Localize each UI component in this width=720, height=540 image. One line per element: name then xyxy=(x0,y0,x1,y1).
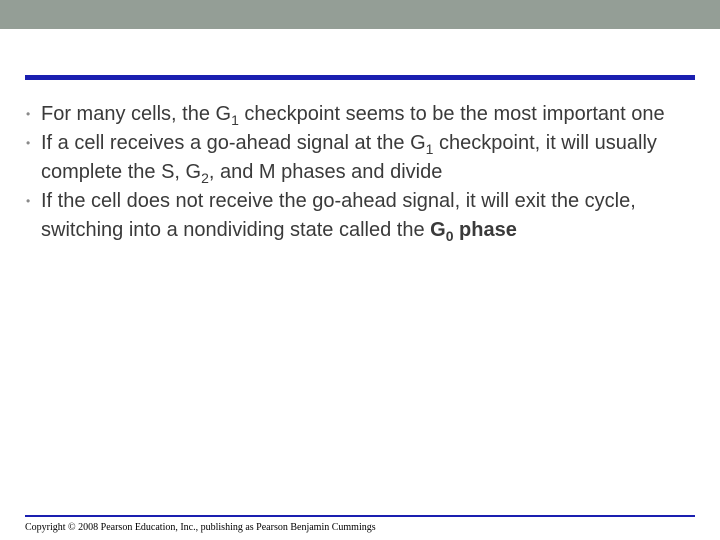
header-bar xyxy=(0,0,720,29)
bullet-item xyxy=(24,129,694,187)
subscript-text: 0 xyxy=(445,228,454,244)
bullet-list xyxy=(24,100,694,245)
bullet-text: checkpoint seems to be the most important one xyxy=(238,103,665,125)
bullet-text: phase xyxy=(453,219,517,241)
bullet-marker: • xyxy=(26,194,31,208)
bullet-item xyxy=(24,187,694,245)
subscript-text: 1 xyxy=(231,112,239,128)
title-rule xyxy=(25,75,695,80)
bullet-item xyxy=(24,100,694,129)
subscript-text: 1 xyxy=(425,141,434,157)
bullet-marker: • xyxy=(26,136,31,150)
bullet-text: For many cells, the G xyxy=(41,103,232,125)
bullet-marker: • xyxy=(26,107,31,121)
footer-rule xyxy=(25,515,695,517)
bullet-text: , and M phases and divide xyxy=(208,161,443,183)
bullet-text: If a cell receives a go-ahead signal at the G xyxy=(41,132,426,154)
bullet-text: G xyxy=(430,219,446,241)
bullet-text: checkpoint, it will usually complete the S, G xyxy=(41,132,657,183)
subscript-text: 2 xyxy=(201,170,209,186)
bullet-text: If the cell does not receive the go-ahead signal, it will exit the cycle, switching into a nondividing state called the xyxy=(41,190,636,241)
copyright-notice: Copyright © 2008 Pearson Education, Inc., publishing as Pearson Benjamin Cummings xyxy=(25,522,376,533)
